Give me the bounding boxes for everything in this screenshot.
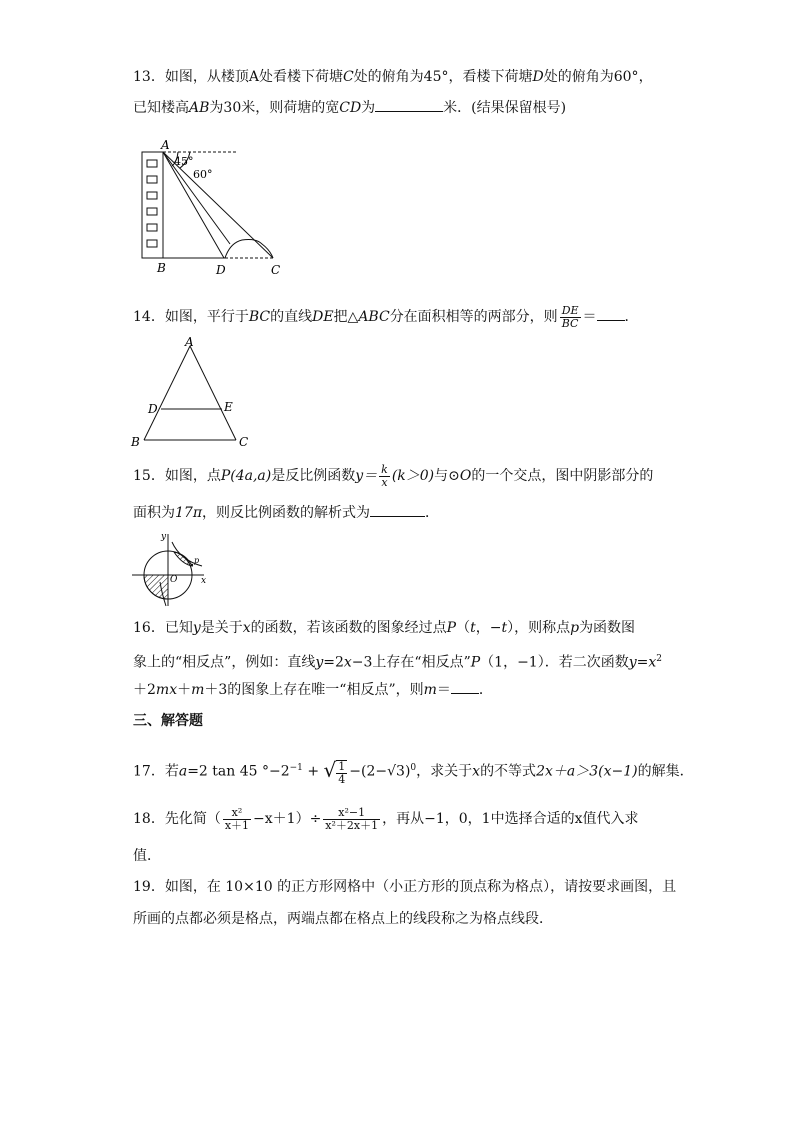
q14-label-A: A (185, 335, 194, 349)
q13-line-2: 已知楼高AB为30米，则荷塘的宽CD为 米．(结果保留根号) (133, 97, 566, 119)
q13-label-D: D (216, 263, 226, 277)
q17-sqrt: √ $\frac{1}{4}$ (323, 758, 346, 787)
q19-line-1: 19．如图，在 10×10 的正方形网格中（小正方形的顶点称为格点），请按要求画图，且 (133, 879, 677, 895)
q15-line-2: 面积为17π，则反比例函数的解析式为 ． (133, 502, 439, 524)
q14-figure (128, 334, 258, 452)
q16-line-3: ＋2mx＋m＋3的图象上存在唯一“相反点”，则m＝ ． (133, 679, 493, 701)
q15-figure (130, 530, 210, 608)
section-heading: 三、解答题 (133, 713, 203, 729)
q15-line-1: 15．如图，点P(4a,a)是反比例函数y＝ $\frac{k}{x}$ (k＞0)与⊙O的一个交点，图中阴影部分的 (133, 462, 654, 489)
q19-line-2: 所画的点都必须是格点，两端点都在格点上的线段称之为格点线段． (133, 911, 553, 927)
q16-line-1: 16．已知y是关于x的函数，若该函数的图象经过点P（t，−t），则称点p为函数图 (133, 620, 636, 636)
q14-line-1: 14．如图，平行于BC的直线DE把△ABC分在面积相等的两部分，则 $\frac{DE}{BC}$ ＝ ． (133, 303, 639, 330)
q13-label-60: 60° (193, 168, 213, 181)
q16-answer-blank[interactable] (451, 679, 479, 694)
q13-figure (130, 138, 290, 278)
q18-line-1: 18．先化简（ $\frac{\text{x²}}{x+1}$ −x＋1）÷ $\frac{\text{x²−1}}{\text{x²＋2x＋1}}$ ，再从−1，0，1中选择合适的x值代入求 (133, 805, 639, 832)
q13-label-B: B (157, 261, 166, 275)
q14-fraction: $\frac{DE}{BC}$ (561, 303, 579, 330)
q14-label-E: E (224, 400, 233, 414)
q18-fraction-2: $\frac{\text{x²−1}}{\text{x²＋2x＋1}}$ (325, 805, 379, 832)
q13-label-A: A (161, 138, 170, 152)
q14-label-C: C (239, 435, 249, 449)
q15-label-p: p (194, 556, 200, 565)
q15-fraction: $\frac{k}{x}$ (381, 462, 388, 489)
q18-fraction-1: $\frac{\text{x²}}{x+1}$ (224, 805, 250, 832)
q15-answer-blank[interactable] (370, 502, 425, 517)
q17-line-1: 17．若a=2 tan 45 $^\circ-2^{-1}$ + √ $\frac{1}{4}$ $-(2-√3)^0$，求关于x的不等式2x＋a＞3(x−1)的解集． (133, 752, 694, 784)
q13-line-1: 13．如图，从楼顶A处看楼下荷塘C处的俯角为45°，看楼下荷塘D处的俯角为60°， (133, 69, 653, 85)
q14-label-B: B (131, 435, 140, 449)
q15-label-O: O (170, 575, 178, 585)
q13-label-C: C (271, 263, 281, 277)
q18-line-2: 值． (133, 848, 161, 864)
q13-label-45: 45° (174, 155, 194, 168)
q16-line-2: 象上的“相反点”，例如：直线y=2x−3上存在“相反点”P（1，−1）．若二次函数$y=x^2$ (133, 654, 663, 671)
q13-answer-blank[interactable] (375, 97, 443, 112)
q14-label-D: D (148, 402, 158, 416)
q15-label-x: x (201, 576, 207, 586)
q14-answer-blank[interactable] (597, 306, 625, 321)
q15-label-y: y (161, 532, 167, 542)
